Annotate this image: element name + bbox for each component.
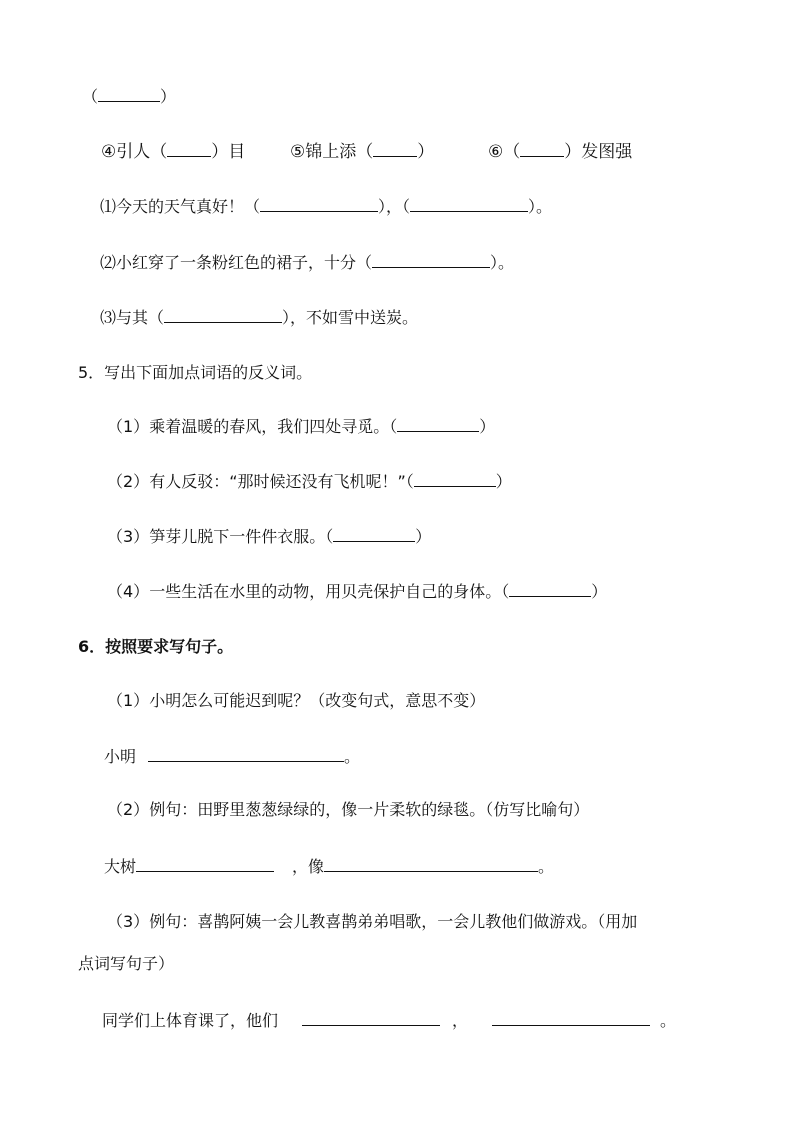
item-text: 乘着温暖的春风，我们四处寻觅。（ — [149, 417, 398, 436]
part-number: （1） — [107, 691, 150, 710]
answer-blank[interactable] — [167, 141, 211, 157]
idiom-item-4 — [101, 141, 245, 163]
answer-suffix: 。 — [538, 857, 555, 876]
answer-blank[interactable] — [136, 856, 274, 872]
circled-marker: ⑤ — [290, 142, 306, 162]
q6-part-3 — [107, 911, 637, 933]
idiom-item-6 — [488, 141, 632, 163]
idiom-text-before: 引人（ — [116, 142, 168, 162]
sentence-text-end: ）。 — [490, 253, 515, 272]
q6-part-2-answer — [104, 856, 554, 878]
question-6-title: 6．按照要求写句子。 — [78, 637, 234, 656]
answer-blank[interactable] — [333, 526, 415, 542]
part-number: （3） — [107, 912, 150, 931]
answer-blank[interactable] — [148, 746, 344, 762]
sentence-number: ⑴ — [100, 197, 117, 216]
answer-blank[interactable] — [414, 471, 496, 487]
sentence-text: 与其（ — [116, 308, 165, 327]
item-end: ） — [415, 527, 432, 546]
answer-suffix: 。 — [344, 747, 361, 766]
q6-part-2 — [107, 799, 589, 821]
answer-blank[interactable] — [373, 141, 417, 157]
answer-blank[interactable] — [98, 86, 160, 102]
answer-mid: ，像 — [292, 857, 325, 876]
q6-part-3-continuation: 点词写句子） — [78, 954, 175, 973]
answer-blank[interactable] — [164, 307, 282, 323]
answer-blank[interactable] — [397, 416, 479, 432]
sentence-text: 小红穿了一条粉红色的裙子，十分（ — [116, 253, 373, 272]
question-5-title: 5．写出下面加点词语的反义词。 — [78, 363, 313, 382]
sentence-text-mid: ），（ — [378, 197, 411, 216]
idiom-text-before: （ — [503, 142, 521, 162]
idiom-text-after: ） — [417, 142, 435, 162]
sentence-text-end: ）。 — [528, 197, 553, 216]
answer-suffix: 。 — [660, 1011, 677, 1030]
item-text: 有人反驳：“那时候还没有飞机呢！”（ — [149, 472, 414, 491]
item-text: 一些生活在水里的动物，用贝壳保护自己的身体。（ — [149, 582, 510, 601]
lead-blank-line — [82, 86, 176, 108]
circled-marker: ④ — [101, 142, 117, 162]
q5-item-3 — [107, 526, 431, 548]
part-text: 小明怎么可能迟到呢？（改变句式，意思不变） — [149, 691, 486, 710]
answer-prefix: 大树 — [104, 857, 137, 876]
sentence-number: ⑶ — [100, 308, 117, 327]
answer-blank[interactable] — [302, 1010, 440, 1026]
q5-item-4 — [107, 581, 607, 603]
idiom-text-after: ）发图强 — [564, 142, 633, 162]
circled-marker: ⑥ — [488, 142, 504, 162]
part-number: （2） — [107, 800, 150, 819]
q6-part-3-answer — [102, 1010, 676, 1032]
idiom-text-after: ）目 — [211, 142, 246, 162]
answer-prefix: 小明 — [104, 747, 137, 766]
sentence-number: ⑵ — [100, 253, 117, 272]
item-end: ） — [495, 472, 512, 491]
answer-blank[interactable] — [410, 196, 528, 212]
q6-part-1 — [107, 690, 485, 712]
answer-blank[interactable] — [492, 1010, 650, 1026]
idiom-sentence-2 — [100, 252, 514, 274]
item-end: ） — [479, 417, 496, 436]
idiom-sentence-1 — [100, 196, 552, 218]
part-text: 例句：田野里葱葱绿绿的，像一片柔软的绿毯。（仿写比喻句） — [149, 800, 590, 819]
q5-item-1 — [107, 416, 495, 438]
idiom-sentence-3 — [100, 307, 418, 329]
answer-mid: ， — [452, 1011, 469, 1030]
sentence-text: 今天的天气真好！（ — [116, 197, 261, 216]
answer-blank[interactable] — [520, 141, 564, 157]
item-number: （2） — [107, 472, 150, 491]
answer-prefix: 同学们上体育课了，他们 — [102, 1011, 279, 1030]
answer-blank[interactable] — [372, 252, 490, 268]
paren-close: ） — [160, 87, 177, 106]
item-number: （1） — [107, 417, 150, 436]
paren-open: （ — [82, 87, 99, 106]
q6-part-1-answer — [104, 746, 360, 768]
sentence-text-end: ），不如雪中送炭。 — [282, 308, 419, 327]
answer-blank[interactable] — [509, 581, 591, 597]
item-end: ） — [591, 582, 608, 601]
answer-blank[interactable] — [324, 856, 538, 872]
q5-item-2 — [107, 471, 512, 493]
idiom-item-5 — [290, 141, 434, 163]
item-text: 笋芽儿脱下一件件衣服。（ — [149, 527, 334, 546]
idiom-text-before: 锦上添（ — [305, 142, 374, 162]
item-number: （4） — [107, 582, 150, 601]
part-text: 例句：喜鹊阿姨一会儿教喜鹊弟弟唱歌，一会儿教他们做游戏。（用加 — [149, 912, 638, 931]
answer-blank[interactable] — [260, 196, 378, 212]
item-number: （3） — [107, 527, 150, 546]
